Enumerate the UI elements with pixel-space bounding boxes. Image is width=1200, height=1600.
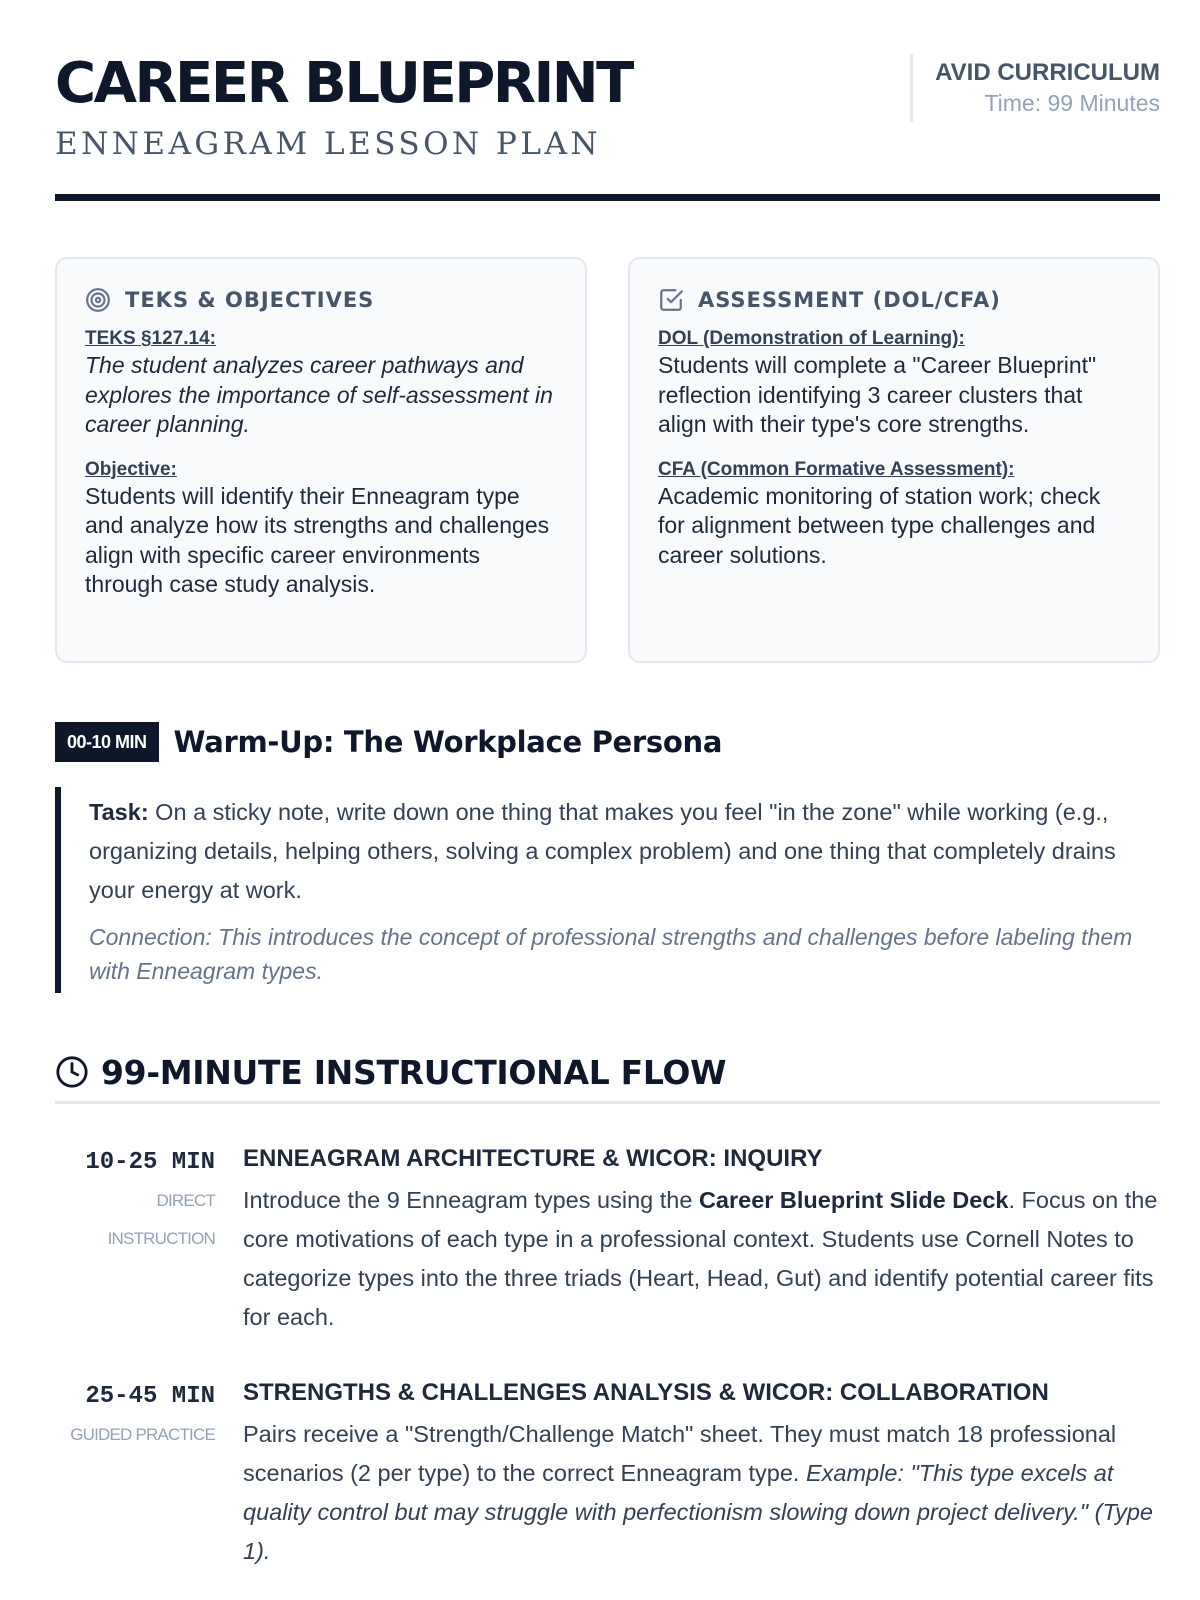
step-body-text-end: . Focus on the core motivations of each type in a professional context. Students use Cornell Notes to categorize types into the three triads (Heart, Head, Gut) and identify potential career fits for each. — [243, 1187, 1158, 1330]
clock-icon — [55, 1055, 89, 1089]
step-body-example: Example: "This type excels at quality control but may struggle with perfectionism slowing down project delivery." (Type 1). — [243, 1460, 1154, 1564]
warmup-connection: Connection: This introduces the concept of professional strengths and challenges before labeling them with Enneagram types. — [89, 924, 1133, 984]
teks-objectives-card — [55, 257, 587, 663]
curriculum-name: AVID CURRICULUM — [935, 59, 1160, 86]
assessment-card — [628, 257, 1160, 663]
dol-text: Students will complete a "Career Blueprint" reflection identifying 3 career clusters that align with their type's core strengths. — [658, 352, 1097, 437]
step-title: ENNEAGRAM ARCHITECTURE & WICOR: INQUIRY — [243, 1145, 823, 1172]
cfa-text: Academic monitoring of station work; check for alignment between type challenges and career solutions. — [658, 482, 1101, 568]
step-type-line2: INSTRUCTION — [107, 1229, 215, 1248]
teks-label: TEKS §127.14: — [85, 328, 216, 349]
warmup-block — [55, 787, 1160, 993]
teks-text: The student analyzes career pathways and explores the importance of self-assessment in career planning. — [85, 352, 553, 437]
flow-divider — [55, 1101, 1160, 1104]
dol-label: DOL (Demonstration of Learning): — [658, 328, 965, 349]
assessment-card-title: ASSESSMENT (DOL/CFA) — [698, 288, 1001, 312]
step-time-column — [55, 1143, 215, 1259]
warmup-time-badge: 00-10 MIN — [55, 722, 159, 762]
step-title: STRENGTHS & CHALLENGES ANALYSIS & WICOR: COLLABORATION — [243, 1379, 1049, 1406]
step-body — [243, 1181, 1160, 1337]
step-body — [243, 1415, 1160, 1571]
target-icon — [85, 287, 111, 313]
step-type-line1: GUIDED PRACTICE — [70, 1425, 215, 1444]
step-time: 25-45 MIN — [85, 1383, 215, 1410]
warmup-header — [55, 722, 722, 762]
task-label: Task: — [89, 799, 149, 825]
objective-label: Objective: — [85, 458, 177, 480]
step-body-emphasis: Career Blueprint Slide Deck — [698, 1187, 1009, 1213]
assessment-card-header — [658, 285, 1130, 315]
lesson-plan-page — [55, 0, 1160, 1600]
cfa-label: CFA (Common Formative Assessment): — [658, 458, 1015, 480]
step-time: 10-25 MIN — [85, 1149, 215, 1176]
step-type-line1: DIRECT — [156, 1191, 215, 1210]
teks-card-title: TEKS & OBJECTIVES — [125, 288, 375, 312]
step-body-text: Introduce the 9 Enneagram types using the — [243, 1187, 699, 1213]
page-header — [55, 52, 1160, 202]
curriculum-meta — [910, 54, 1160, 122]
lesson-duration: Time: 99 Minutes — [984, 90, 1160, 116]
step-content — [243, 1143, 1160, 1337]
flow-header — [55, 1050, 726, 1094]
checkbox-icon — [658, 287, 684, 313]
warmup-task — [89, 793, 1160, 910]
task-text: On a sticky note, write down one thing that makes you feel "in the zone" while working (e.g., organizing details, helping others, solving a complex problem) and one thing that completely drains your energy at work. — [89, 799, 1116, 903]
flow-title: 99-MINUTE INSTRUCTIONAL FLOW — [101, 1052, 727, 1092]
page-subtitle: ENNEAGRAM LESSON PLAN — [55, 126, 601, 162]
step-time-column — [55, 1377, 215, 1455]
header-divider — [55, 194, 1160, 201]
page-title: CAREER BLUEPRINT — [55, 51, 632, 116]
objective-text: Students will identify their Enneagram type and analyze how its strengths and challenges align with specific career environments through case study analysis. — [85, 482, 550, 597]
warmup-title: Warm-Up: The Workplace Persona — [173, 725, 723, 759]
teks-card-header — [85, 285, 557, 315]
step-content — [243, 1377, 1160, 1571]
step-body-text: Pairs receive a "Strength/Challenge Match" sheet. They must match 18 professional scenarios (2 per type) to the correct Enneagram type. — [243, 1421, 1117, 1486]
